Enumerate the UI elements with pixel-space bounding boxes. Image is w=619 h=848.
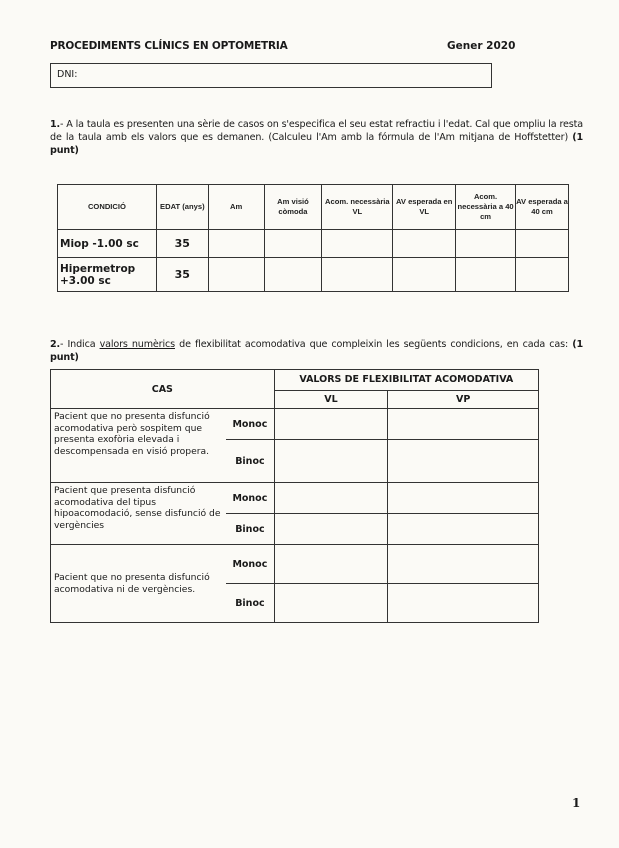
question-1-text: - A la taula es presenten una sèrie de casos on s'especifica el seu estat refractiu i l'edat. Cal que ompliu la resta de la taula amb els valors que es demanen. (Calculeu l'Am amb la fórmula de l'Am mitjana de Hoffstetter) <box>50 119 583 143</box>
header-condicio: CONDICIÓ <box>58 185 157 230</box>
header-av-esperada-vl: AV esperada en VL <box>393 185 456 230</box>
monoc-label: Monoc <box>226 483 274 514</box>
case-description: Pacient que no presenta disfunció acomodativa ni de vergències. <box>51 545 227 623</box>
table-row <box>51 545 539 584</box>
answer-cell-vp-binoc[interactable] <box>388 584 539 623</box>
document-title: PROCEDIMENTS CLÍNICS EN OPTOMETRIA <box>50 40 288 52</box>
question-1-table <box>57 184 569 292</box>
header-cas: CAS <box>51 370 275 409</box>
binoc-label: Binoc <box>226 584 274 623</box>
answer-cell-vp-monoc[interactable] <box>388 483 539 514</box>
answer-cell-vl-monoc[interactable] <box>274 483 388 514</box>
header-acom-necessaria-40cm: Acom. necessària a 40 cm <box>456 185 516 230</box>
question-1-points: (1 punt) <box>50 132 583 156</box>
answer-cell-am[interactable] <box>208 230 264 258</box>
page-number: 1 <box>572 796 581 810</box>
question-2-underlined: valors numèrics <box>99 339 175 350</box>
header-acom-necessaria-vl: Acom. necessària VL <box>322 185 393 230</box>
header-valors-flexibilitat: VALORS DE FLEXIBILITAT ACOMODATIVA <box>274 370 538 391</box>
table-row <box>51 483 539 514</box>
answer-cell-vp-monoc[interactable] <box>388 409 539 440</box>
monoc-label: Monoc <box>226 545 274 584</box>
header-av-esperada-40cm: AV esperada a 40 cm <box>516 185 569 230</box>
header-vp: VP <box>388 390 539 408</box>
answer-cell-acom-40[interactable] <box>456 258 516 292</box>
table-row <box>58 230 569 258</box>
age-cell: 35 <box>156 230 208 258</box>
answer-cell-av-40[interactable] <box>516 230 569 258</box>
question-2-points: (1 punt) <box>50 339 583 363</box>
header-vl: VL <box>274 390 388 408</box>
question-2-text-before: - Indica <box>60 339 100 350</box>
condition-cell: Hipermetrop +3.00 sc <box>58 258 157 292</box>
answer-cell-vl-binoc[interactable] <box>274 440 388 483</box>
answer-cell-vl-monoc[interactable] <box>274 409 388 440</box>
header-am: Am <box>208 185 264 230</box>
question-1-prompt <box>50 118 583 157</box>
answer-cell-vl-monoc[interactable] <box>274 545 388 584</box>
answer-cell-vl-binoc[interactable] <box>274 514 388 545</box>
question-2-number: 2. <box>50 339 61 350</box>
table-row <box>51 409 539 440</box>
question-2-table <box>50 369 539 623</box>
case-description: Pacient que no presenta disfunció acomodativa però sospitem que presenta exofòria elevada i descompensada en visió propera. <box>51 409 227 483</box>
answer-cell-acom-vl[interactable] <box>322 258 393 292</box>
answer-cell-vp-binoc[interactable] <box>388 514 539 545</box>
case-description: Pacient que presenta disfunció acomodativa del tipus hipoacomodació, sense disfunció de vergències <box>51 483 227 545</box>
answer-cell-vp-monoc[interactable] <box>388 545 539 584</box>
monoc-label: Monoc <box>226 409 274 440</box>
exam-date: Gener 2020 <box>447 40 516 52</box>
question-2-prompt <box>50 338 583 364</box>
answer-cell-am[interactable] <box>208 258 264 292</box>
question-2-text-after: de flexibilitat acomodativa que compleixin les següents condicions, en cada cas: <box>174 339 573 350</box>
answer-cell-acom-40[interactable] <box>456 230 516 258</box>
answer-cell-am-comoda[interactable] <box>264 230 322 258</box>
answer-cell-vl-binoc[interactable] <box>274 584 388 623</box>
answer-cell-vp-binoc[interactable] <box>388 440 539 483</box>
binoc-label: Binoc <box>226 514 274 545</box>
age-cell: 35 <box>156 258 208 292</box>
answer-cell-av-vl[interactable] <box>393 230 456 258</box>
question-1-number: 1. <box>50 119 61 130</box>
answer-cell-am-comoda[interactable] <box>264 258 322 292</box>
answer-cell-av-40[interactable] <box>516 258 569 292</box>
table-header-row <box>58 185 569 230</box>
binoc-label: Binoc <box>226 440 274 483</box>
header-am-visio-comoda: Am visió còmoda <box>264 185 322 230</box>
header-edat: EDAT (anys) <box>156 185 208 230</box>
condition-cell: Miop -1.00 sc <box>58 230 157 258</box>
answer-cell-av-vl[interactable] <box>393 258 456 292</box>
dni-label: DNI: <box>57 69 78 80</box>
dni-field[interactable] <box>50 63 492 88</box>
table-row <box>58 258 569 292</box>
answer-cell-acom-vl[interactable] <box>322 230 393 258</box>
